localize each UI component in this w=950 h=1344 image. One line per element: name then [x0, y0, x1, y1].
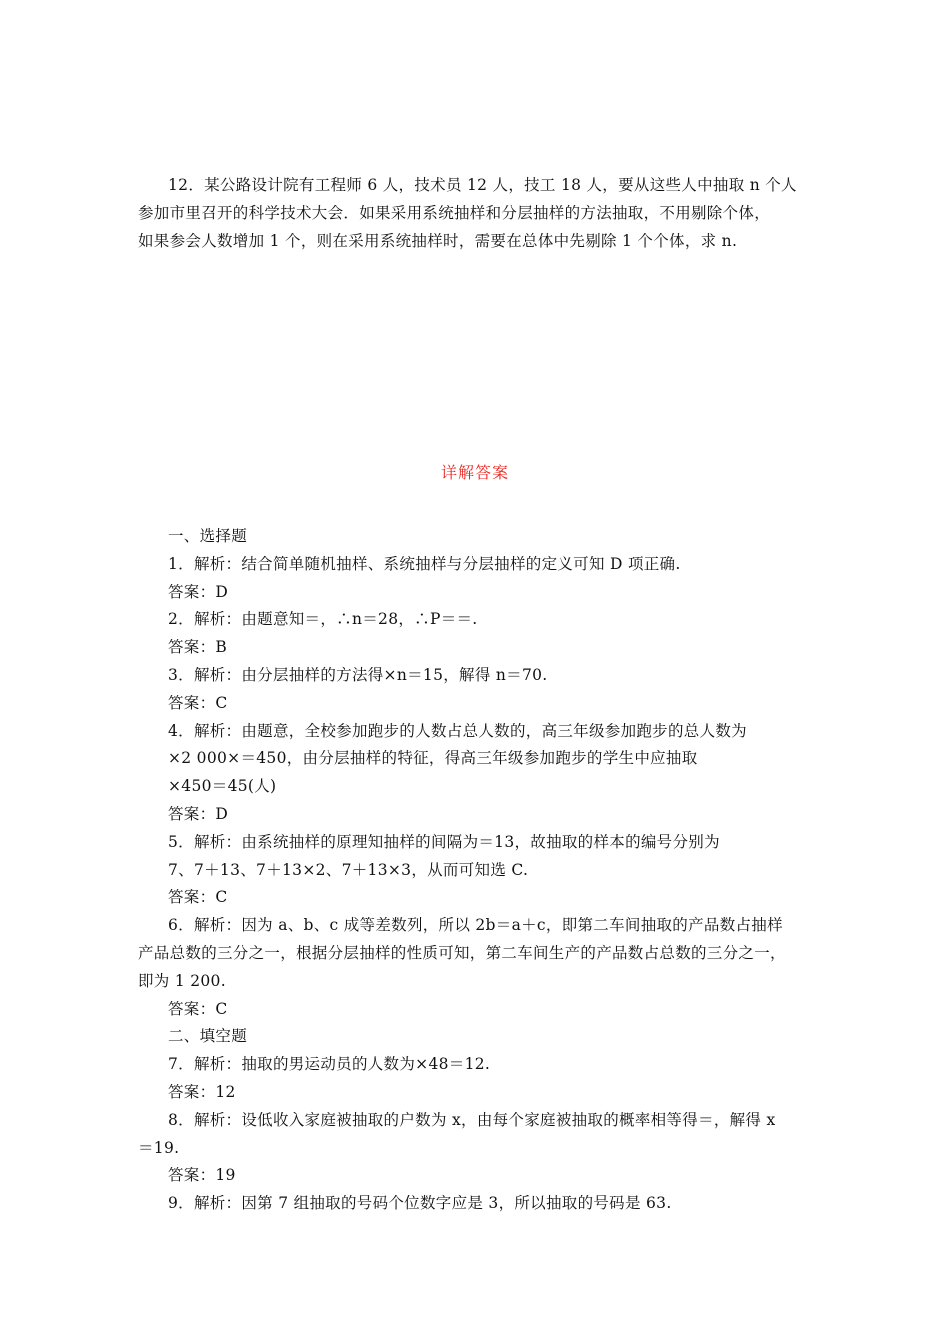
answer-line: 答案：C	[168, 1000, 228, 1018]
answer-line: 答案：C	[168, 694, 228, 712]
answer-line: 3．解析：由分层抽样的方法得×n＝15，解得 n＝70.	[168, 666, 548, 684]
question-12-line-2: 参加市里召开的科学技术大会．如果采用系统抽样和分层抽样的方法抽取，不用剔除个体，	[138, 204, 771, 222]
answer-line: 答案：D	[168, 805, 229, 823]
answer-line: 1．解析：结合简单随机抽样、系统抽样与分层抽样的定义可知 D 项正确.	[168, 555, 681, 573]
answer-line: 4．解析：由题意，全校参加跑步的人数占总人数的，高三年级参加跑步的总人数为	[168, 722, 747, 740]
answer-line: 答案：D	[168, 583, 229, 601]
answer-line: 答案：C	[168, 888, 228, 906]
section-heading: 二、填空题	[168, 1027, 248, 1045]
section-heading: 一、选择题	[168, 527, 248, 545]
answer-line: 5．解析：由系统抽样的原理知抽样的间隔为＝13，故抽取的样本的编号分别为	[168, 833, 720, 851]
answer-line: ×2 000×＝450，由分层抽样的特征，得高三年级参加跑步的学生中应抽取	[168, 749, 698, 767]
answer-line: 7、7＋13、7＋13×2、7＋13×3，从而可知选 C.	[168, 861, 529, 879]
answer-line: 产品总数的三分之一，根据分层抽样的性质可知，第二车间生产的产品数占总数的三分之一，	[138, 944, 786, 962]
answer-line: ＝19.	[138, 1139, 180, 1157]
answer-line: ×450＝45(人)	[168, 777, 277, 795]
answer-line: 答案：12	[168, 1083, 236, 1101]
answer-line: 答案：B	[168, 638, 228, 656]
answer-line: 6．解析：因为 a、b、c 成等差数列，所以 2b＝a＋c，即第二车间抽取的产品数占抽样	[168, 916, 783, 934]
answer-line: 7．解析：抽取的男运动员的人数为×48＝12.	[168, 1055, 491, 1073]
answer-line: 2．解析：由题意知＝，∴n＝28，∴P＝＝.	[168, 610, 478, 628]
question-12-line-3: 如果参会人数增加 1 个，则在采用系统抽样时，需要在总体中先剔除 1 个个体，求 n.	[138, 232, 738, 250]
answers-title: 详解答案	[440, 463, 509, 482]
question-12-line-1: 12．某公路设计院有工程师 6 人，技术员 12 人，技工 18 人，要从这些人中抽取 n 个人	[168, 176, 797, 194]
answer-line: 9．解析：因第 7 组抽取的号码个位数字应是 3，所以抽取的号码是 63.	[168, 1194, 672, 1212]
answer-line: 即为 1 200.	[138, 972, 226, 990]
answer-line: 8．解析：设低收入家庭被抽取的户数为 x，由每个家庭被抽取的概率相等得＝，解得 x	[168, 1111, 776, 1129]
answer-line: 答案：19	[168, 1166, 236, 1184]
